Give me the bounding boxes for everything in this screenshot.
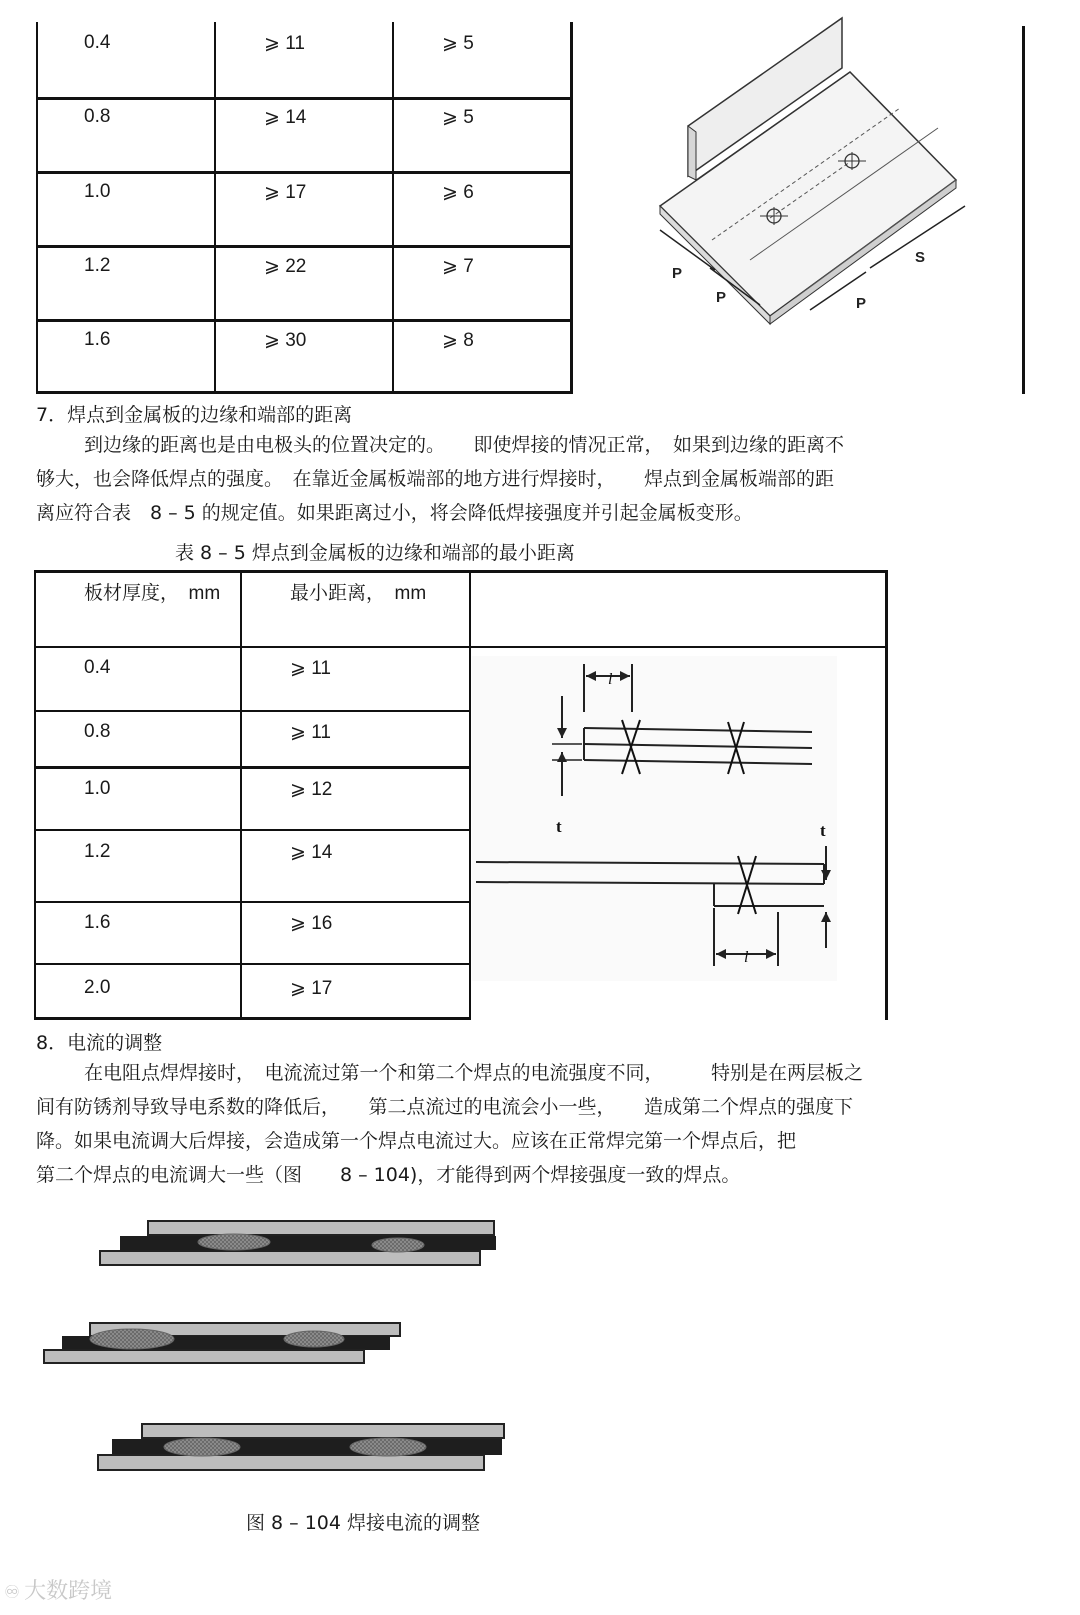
value-cell: ⩾ 17 — [264, 182, 307, 203]
paragraph-line: 到边缘的距离也是由电极头的位置决定的。 即使焊接的情况正常， 如果到边缘的距离不 — [84, 434, 845, 456]
thickness-cell: 1.0 — [84, 778, 111, 799]
dimension-label: P — [672, 265, 683, 282]
distance-cell: ⩾ 11 — [290, 722, 331, 743]
table-caption: 表 8 – 5 焊点到金属板的边缘和端部的最小距离 — [175, 542, 575, 564]
thickness-cell: 1.2 — [84, 255, 111, 276]
paragraph-line: 离应符合表 8 – 5 的规定值。如果距离过小，将会降低焊接强度并引起金属板变形。 — [36, 502, 753, 524]
plate-stack — [100, 1221, 496, 1265]
column-header: 板材厚度， mm — [84, 583, 221, 604]
section-heading: 7．焊点到金属板的边缘和端部的距离 — [36, 404, 353, 426]
table-rule — [36, 22, 38, 394]
value-cell: ⩾ 7 — [442, 256, 474, 277]
table-rule — [36, 171, 572, 174]
table-rule — [34, 570, 36, 1020]
thickness-cell: 1.6 — [84, 912, 111, 933]
value-cell: ⩾ 14 — [264, 107, 307, 128]
weld-nugget — [350, 1438, 426, 1456]
weld-nugget — [198, 1234, 270, 1250]
dimension-label: l — [744, 949, 749, 966]
table-rule — [34, 829, 470, 831]
value-cell: ⩾ 5 — [442, 107, 474, 128]
paragraph-line: 第二个焊点的电流调大一些（图 8 – 104)，才能得到两个焊接强度一致的焊点。 — [36, 1164, 741, 1186]
weld-nugget — [90, 1329, 174, 1349]
table-rule — [34, 1017, 470, 1020]
thickness-cell: 1.0 — [84, 181, 111, 202]
watermark-text: 大数跨境 — [24, 1579, 113, 1604]
value-cell: ⩾ 30 — [264, 330, 307, 351]
table-rule — [34, 570, 886, 573]
table-rule — [36, 391, 572, 394]
table-rule — [34, 646, 886, 648]
table-rule — [34, 710, 470, 712]
dimension-label: t — [556, 817, 562, 836]
thickness-cell: 0.8 — [84, 106, 111, 127]
distance-cell: ⩾ 17 — [290, 978, 333, 999]
table-rule — [36, 319, 572, 322]
paragraph-line: 够大，也会降低焊点的强度。 在靠近金属板端部的地方进行焊接时， 焊点到金属板端部的距 — [36, 468, 835, 490]
paragraph-line: 降。如果电流调大后焊接，会造成第一个焊点电流过大。应该在正常焊完第一个焊点后，把 — [36, 1130, 797, 1152]
value-cell: ⩾ 8 — [442, 330, 474, 351]
paragraph-line: 间有防锈剂导致导电系数的降低后， 第二点流过的电流会小一些， 造成第二个焊点的强度下 — [36, 1096, 854, 1118]
logo-icon: ♾ — [4, 1582, 21, 1603]
table-rule — [469, 570, 471, 1020]
value-cell: ⩾ 5 — [442, 33, 474, 54]
table-rule — [885, 570, 888, 1020]
dimension-label: t — [820, 821, 826, 840]
weld-nugget — [372, 1238, 424, 1252]
table-rule — [214, 22, 216, 394]
distance-cell: ⩾ 12 — [290, 779, 333, 800]
section-heading: 8．电流的调整 — [36, 1032, 163, 1054]
figure-caption: 图 8 – 104 焊接电流的调整 — [246, 1512, 481, 1534]
figure-border — [1022, 26, 1025, 394]
paragraph-line: 在电阻点焊焊接时， 电流流过第一个和第二个焊点的电流强度不同， 特别是在两层板之 — [84, 1062, 864, 1084]
thickness-cell: 2.0 — [84, 977, 111, 998]
table-rule — [34, 901, 470, 903]
weld-current-figure — [40, 1215, 520, 1515]
plate-stack — [98, 1424, 504, 1470]
distance-cell: ⩾ 11 — [290, 658, 331, 679]
flange-spot-weld-figure — [620, 30, 1020, 360]
thickness-cell: 0.4 — [84, 32, 111, 53]
weld-nugget — [164, 1438, 240, 1456]
table-rule — [36, 245, 572, 248]
edge-distance-figure — [472, 656, 842, 986]
distance-cell: ⩾ 14 — [290, 842, 333, 863]
table-rule — [392, 22, 394, 394]
value-cell: ⩾ 6 — [442, 182, 474, 203]
dimension-label: S — [915, 249, 926, 266]
watermark — [4, 1574, 112, 1605]
table-rule — [240, 570, 242, 1020]
table-rule — [34, 766, 470, 769]
weld-nugget — [284, 1331, 344, 1347]
table-rule — [570, 22, 573, 394]
dimension-label: P — [716, 289, 727, 306]
thickness-cell: 0.4 — [84, 657, 111, 678]
column-header: 最小距离， mm — [290, 583, 427, 604]
table-rule — [36, 97, 572, 100]
dimension-label: l — [608, 671, 613, 688]
distance-cell: ⩾ 16 — [290, 913, 333, 934]
plate-stack — [44, 1323, 400, 1363]
thickness-cell: 1.6 — [84, 329, 111, 350]
value-cell: ⩾ 11 — [264, 33, 305, 54]
dimension-label: P — [856, 295, 867, 312]
table-rule — [34, 963, 470, 965]
value-cell: ⩾ 22 — [264, 256, 307, 277]
thickness-cell: 0.8 — [84, 721, 111, 742]
thickness-cell: 1.2 — [84, 841, 111, 862]
